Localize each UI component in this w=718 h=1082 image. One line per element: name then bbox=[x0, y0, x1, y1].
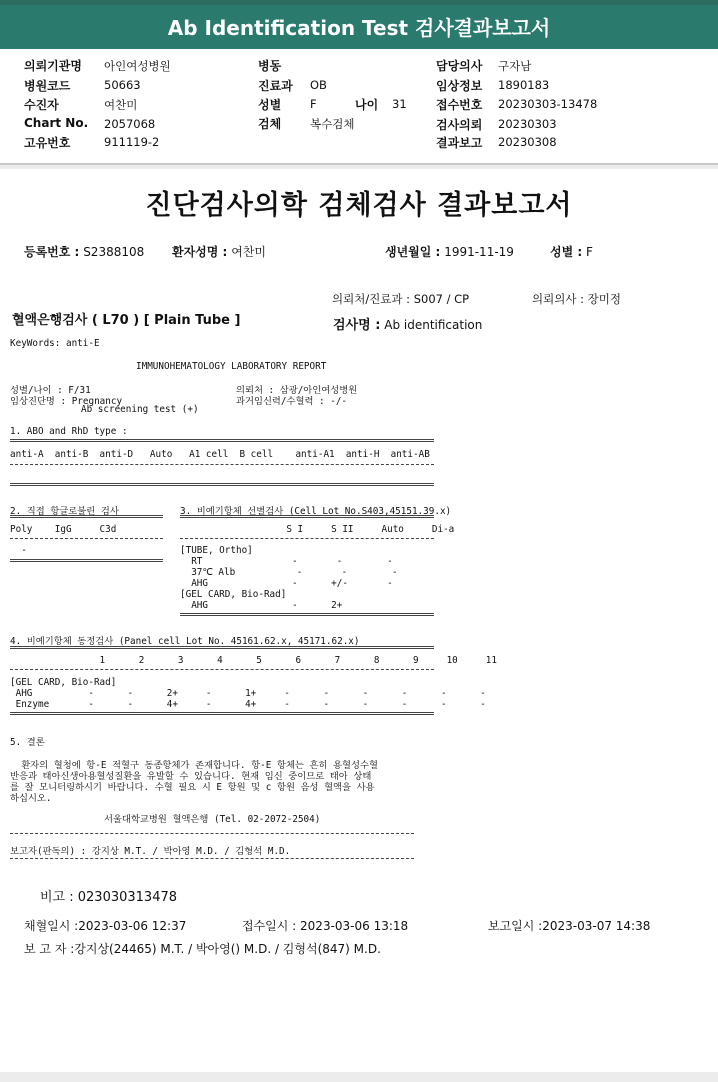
report-value: 20230308 bbox=[498, 135, 557, 149]
dob-label: 생년월일 : bbox=[385, 245, 441, 259]
requesting-doctor-line: 의뢰의사 : 장미정 bbox=[532, 292, 621, 306]
panel-row: [GEL CARD, Bio-Rad] bbox=[10, 677, 117, 688]
specimen-value: 복수검체 bbox=[310, 117, 355, 131]
dashed-rule bbox=[10, 833, 414, 834]
panel-row: AHG - - 2+ - 1+ - - - - - - bbox=[10, 688, 486, 699]
patient-name-line bbox=[172, 243, 266, 260]
reg-value: S2388108 bbox=[83, 245, 145, 259]
test-name-label: 검사명 : bbox=[333, 318, 381, 333]
report-header bbox=[0, 5, 718, 49]
doc-sex-value: F bbox=[586, 245, 593, 259]
name-value: 여찬미 bbox=[231, 245, 266, 259]
screening-row: RT - - - bbox=[180, 556, 393, 567]
footer-reporter: 보 고 자 :강지상(24465) M.T. / 박아영() M.D. / 김형석(847) M.D. bbox=[24, 942, 381, 956]
chart-value: 2057068 bbox=[104, 117, 156, 131]
double-rule bbox=[180, 515, 434, 518]
panel-row: Enzyme - - 4+ - 4+ - - - - - - bbox=[10, 699, 486, 710]
document-title: 진단검사의학 검체검사 결과보고서 bbox=[145, 190, 573, 221]
dashed-rule bbox=[10, 858, 414, 859]
screening-row: AHG - 2+ bbox=[180, 600, 343, 611]
age-value: 31 bbox=[392, 97, 407, 111]
abo-section-title: 1. ABO and RhD type : bbox=[10, 426, 128, 437]
sex-label: 성별 bbox=[258, 98, 282, 112]
screening-section-title: 3. 비예기항체 선별검사 (Cell Lot No.S403,45151.39.x) bbox=[180, 506, 452, 517]
double-rule bbox=[10, 712, 434, 715]
conclusion-line: 를 잘 모니터링하시기 바랍니다. 수혈 필요 시 E 항원 및 c 항원 음성 혈액을 사용 bbox=[10, 782, 375, 793]
referrer-line: 의뢰처 : 삼광/아인여성병원 bbox=[236, 385, 358, 396]
request-label: 검사의뢰 bbox=[436, 118, 483, 132]
age-label: 나이 bbox=[355, 98, 379, 112]
report-time: 보고일시 :2023-03-07 14:38 bbox=[488, 919, 651, 933]
receipt-time: 접수일시 : 2023-03-06 13:18 bbox=[242, 919, 409, 933]
hospital-value: 아인여성병원 bbox=[104, 59, 171, 73]
chart-label: Chart No. bbox=[24, 116, 89, 130]
patient-value: 여찬미 bbox=[104, 98, 138, 112]
result-document bbox=[0, 169, 718, 1072]
collect-time: 채혈일시 :2023-03-06 12:37 bbox=[24, 919, 187, 933]
double-rule bbox=[10, 646, 434, 649]
dob-value: 1991-11-19 bbox=[444, 245, 514, 259]
screening-row: [TUBE, Ortho] bbox=[180, 545, 253, 556]
conclusion-line: 환자의 혈청에 항-E 적혈구 동종항체가 존재합니다. 항-E 항체는 흔히 용혈성수혈 bbox=[10, 760, 378, 771]
blood-bank-line: 서울대학교병원 혈액은행 (Tel. 02-2072-2504) bbox=[104, 814, 321, 825]
header-title: Ab Identification Test 검사결과보고서 bbox=[167, 16, 551, 40]
receipt-label: 접수번호 bbox=[436, 98, 483, 112]
dashed-rule bbox=[10, 669, 434, 670]
specimen-label: 검체 bbox=[258, 117, 282, 131]
double-rule bbox=[10, 515, 163, 518]
sex-line bbox=[550, 243, 593, 260]
dashed-rule bbox=[180, 538, 434, 539]
reg-label: 등록번호 : bbox=[24, 245, 80, 259]
hospital-label: 의뢰기관명 bbox=[24, 59, 82, 73]
clinical-label: 임상정보 bbox=[436, 79, 483, 93]
panel-columns: 1 2 3 4 5 6 7 8 9 10 11 bbox=[10, 655, 497, 666]
clinical-value: 1890183 bbox=[498, 78, 550, 92]
registration-line bbox=[24, 243, 144, 260]
sex-age-line: 성별/나이 : F/31 bbox=[10, 385, 91, 396]
dept-label: 진료과 bbox=[258, 79, 293, 93]
dat-value: - bbox=[10, 545, 27, 556]
dat-columns: Poly IgG C3d bbox=[10, 524, 117, 535]
screening-columns: S I S II Auto Di-a bbox=[180, 524, 455, 535]
footer-note: 비고 : 023030313478 bbox=[40, 890, 178, 905]
code-value: 50663 bbox=[104, 78, 141, 92]
dashed-rule bbox=[10, 538, 163, 539]
keywords: KeyWords: anti-E bbox=[10, 338, 100, 349]
request-value: 20230303 bbox=[498, 117, 557, 131]
dept-value: OB bbox=[310, 78, 327, 92]
diagnosis-line-2: Ab screening test (+) bbox=[81, 404, 199, 415]
test-section-title: 혈액은행검사 ( L70 ) [ Plain Tube ] bbox=[12, 313, 241, 328]
bottom-margin bbox=[0, 1072, 718, 1082]
conclusion-title: 5. 결론 bbox=[10, 737, 45, 748]
test-name-value: Ab identification bbox=[384, 318, 483, 332]
dob-line bbox=[385, 243, 514, 260]
double-rule bbox=[10, 559, 163, 562]
conclusion-line: 반응과 태아신생아용혈성질환을 유발할 수 있습니다. 현재 임신 중이므로 태아 상태 bbox=[10, 771, 372, 782]
ward-label: 병동 bbox=[258, 59, 282, 73]
test-name-line bbox=[333, 314, 482, 333]
screening-row: [GEL CARD, Bio-Rad] bbox=[180, 589, 287, 600]
patient-label: 수진자 bbox=[24, 98, 59, 112]
doctor-value: 구자남 bbox=[498, 59, 532, 73]
screening-row: AHG - +/- - bbox=[180, 578, 393, 589]
unique-label: 고유번호 bbox=[24, 136, 71, 150]
reporter-line: 보고자(판독의) : 강지상 M.T. / 박아영 M.D. / 김형석 M.D. bbox=[10, 846, 291, 857]
receipt-value: 20230303-13478 bbox=[498, 97, 598, 111]
doc-sex-label: 성별 : bbox=[550, 245, 583, 259]
report-label: 결과보고 bbox=[436, 136, 483, 150]
lab-report-title: IMMUNOHEMATOLOGY LABORATORY REPORT bbox=[136, 361, 327, 372]
double-rule bbox=[10, 483, 434, 486]
code-label: 병원코드 bbox=[24, 79, 71, 93]
history-line: 과거임신력/수혈력 : -/- bbox=[236, 396, 348, 407]
dat-section-title: 2. 직접 항글로불린 검사 bbox=[10, 506, 119, 517]
abo-columns: anti-A anti-B anti-D Auto A1 cell B cell anti-A1 anti-H anti-AB bbox=[10, 449, 430, 460]
info-panel bbox=[0, 49, 718, 165]
dept-line: 의뢰처/진료과 : S007 / CP bbox=[332, 292, 470, 306]
doctor-label: 담당의사 bbox=[436, 59, 483, 73]
conclusion-line: 하십시오. bbox=[10, 793, 52, 804]
double-rule bbox=[10, 439, 434, 442]
panel-section-title: 4. 비예기항체 동정검사 (Panel cell Lot No. 45161.62.x, 45171.62.x) bbox=[10, 636, 360, 647]
dashed-rule bbox=[10, 464, 434, 465]
double-rule bbox=[180, 613, 434, 616]
screening-row: 37℃ Alb - - - bbox=[180, 567, 398, 578]
diagnosis-line: 임상진단명 : Pregnancy bbox=[10, 396, 123, 407]
sex-value: F bbox=[310, 97, 317, 111]
unique-value: 911119-2 bbox=[104, 135, 160, 149]
name-label: 환자성명 : bbox=[172, 245, 228, 259]
